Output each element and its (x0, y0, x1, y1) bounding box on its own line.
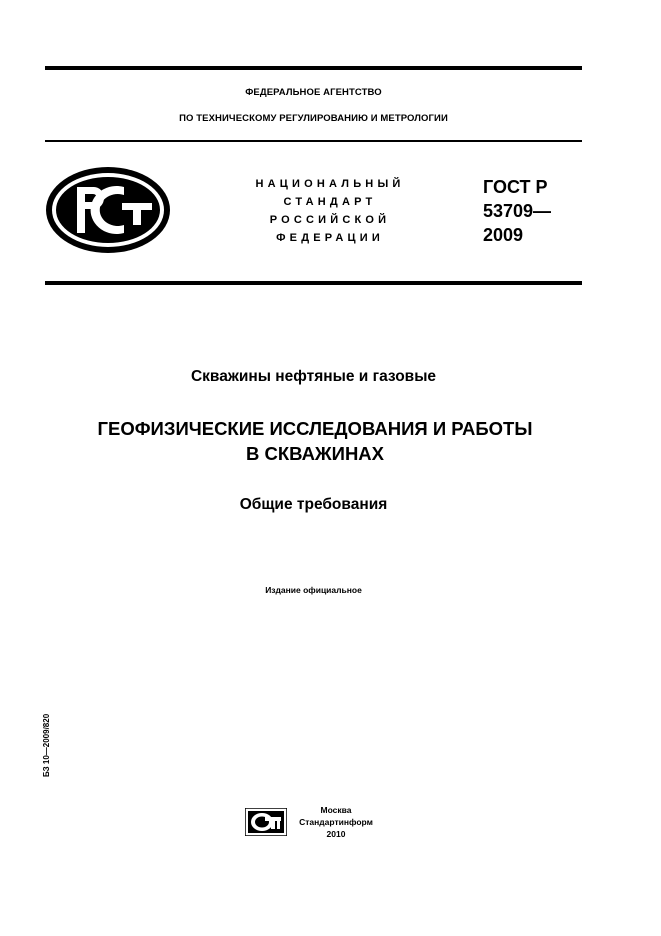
standard-block-rule (45, 281, 582, 285)
document-title-line1: ГЕОФИЗИЧЕСКИЕ ИССЛЕДОВАНИЯ И РАБОТЫ (97, 418, 533, 439)
header-divider (45, 140, 582, 142)
standard-label-line1: НАЦИОНАЛЬНЫЙ (255, 178, 405, 190)
gost-prefix: ГОСТ Р (483, 177, 548, 197)
document-category: Скважины нефтяные и газовые (190, 368, 437, 385)
publisher-year: 2010 (326, 829, 346, 839)
edition-note: Издание официальное (265, 585, 362, 595)
gost-number: 53709— (483, 201, 552, 221)
standard-label-line3: РОССИЙСКОЙ (269, 214, 391, 226)
publisher-name: Стандартинформ (299, 817, 373, 827)
gost-year: 2009 (483, 225, 524, 245)
standard-label-line4: ФЕДЕРАЦИИ (276, 232, 384, 244)
document-title-line2: В СКВАЖИНАХ (245, 443, 385, 464)
publisher-city: Москва (320, 805, 352, 815)
registration-code: БЗ 10—2009/820 (42, 713, 51, 777)
rst-certification-mark-icon (44, 165, 172, 255)
agency-name-line1: ФЕДЕРАЛЬНОЕ АГЕНТСТВО (245, 87, 382, 98)
top-rule (45, 66, 582, 70)
standard-label-line2: СТАНДАРТ (283, 196, 377, 208)
standartinform-logo-icon (245, 808, 287, 836)
document-subtitle: Общие требования (239, 496, 388, 513)
agency-name-line2: ПО ТЕХНИЧЕСКОМУ РЕГУЛИРОВАНИЮ И МЕТРОЛОГИИ (179, 113, 448, 124)
